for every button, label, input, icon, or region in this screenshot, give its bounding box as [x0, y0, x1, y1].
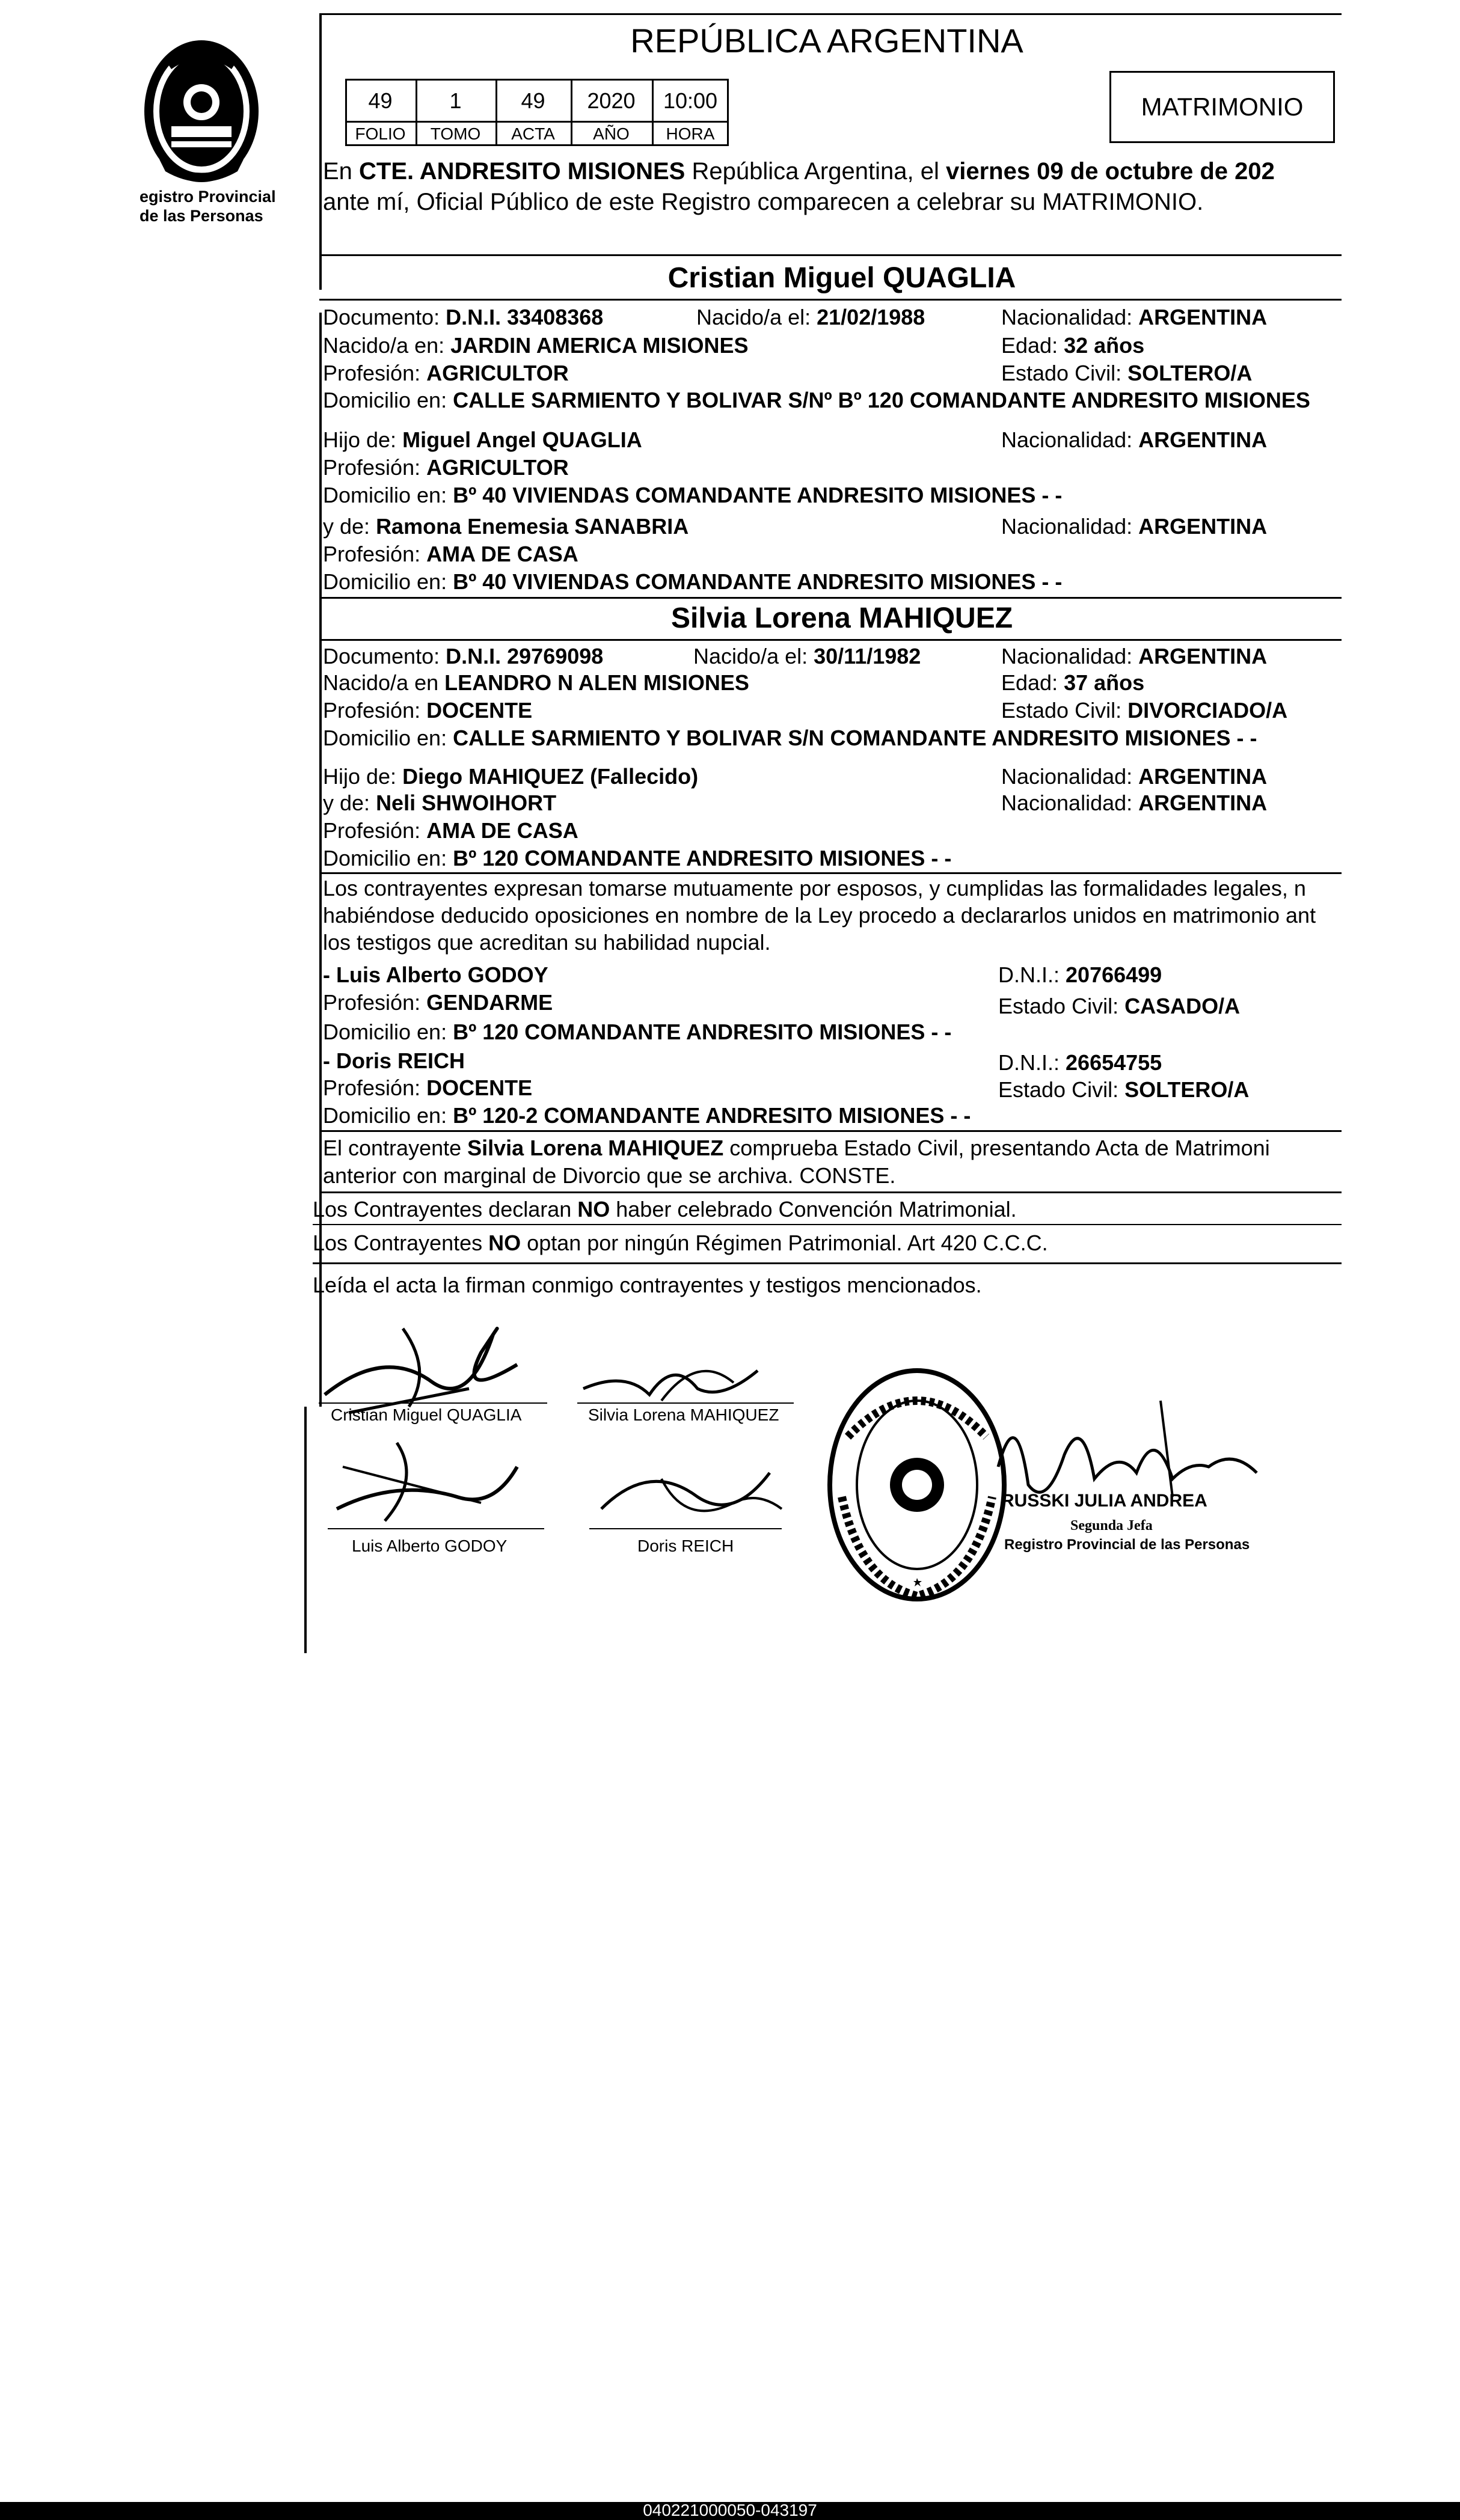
bride-profesion: Profesión: DOCENTE — [323, 698, 533, 723]
groom-mother-prof: Profesión: AMA DE CASA — [323, 542, 578, 566]
signature-witness2-icon — [589, 1443, 794, 1533]
groom-estado: Estado Civil: SOLTERO/A — [1001, 361, 1253, 385]
groom-edad: Edad: 32 años — [1001, 333, 1145, 358]
bride-domicilio: Domicilio en: CALLE SARMIENTO Y BOLIVAR S/N COMANDANTE ANDRESITO MISIONES - - — [323, 726, 1257, 750]
bride-mother: y de: Neli SHWOIHORT — [323, 791, 557, 815]
convention-line-1: Los Contrayentes declaran NO haber celebrado Convención Matrimonial. — [313, 1197, 1017, 1222]
witness-2-dom: Domicilio en: Bº 120-2 COMANDANTE ANDRESITO MISIONES - - — [323, 1103, 971, 1128]
groom-nacido-el: Nacido/a el: 21/02/1988 — [696, 305, 925, 329]
sig-name-groom: Cristian Miguel QUAGLIA — [331, 1405, 522, 1424]
label-folio: FOLIO — [355, 124, 406, 143]
record-hora: 10:00 — [663, 88, 718, 113]
groom-profesion: Profesión: AGRICULTOR — [323, 361, 569, 385]
page-title: REPÚBLICA ARGENTINA — [630, 22, 1023, 60]
declaration-divider — [319, 872, 1342, 874]
sig-line-witness2 — [589, 1528, 782, 1529]
provincial-seal-icon — [135, 36, 268, 186]
note-divider-top — [319, 1130, 1342, 1132]
bride-documento: Documento: D.N.I. 29769098 — [323, 644, 604, 668]
witness-2-dni: D.N.I.: 26654755 — [998, 1050, 1162, 1075]
frame-left-border — [319, 13, 322, 290]
record-anio: 2020 — [587, 88, 636, 113]
record-acta: 49 — [521, 88, 545, 113]
groom-father: Hijo de: Miguel Angel QUAGLIA — [323, 427, 642, 452]
sig-line-bride — [577, 1402, 794, 1404]
groom-father-dom: Domicilio en: Bº 40 VIVIENDAS COMANDANTE ANDRESITO MISIONES - - — [323, 483, 1063, 507]
witness-1-name: - Luis Alberto GODOY — [323, 962, 548, 987]
sig-name-witness1: Luis Alberto GODOY — [352, 1537, 508, 1555]
groom-father-nac: Nacionalidad: ARGENTINA — [1001, 427, 1268, 452]
logo-caption-2: de las Personas — [140, 207, 263, 225]
label-anio: AÑO — [593, 124, 630, 143]
bride-mother-dom: Domicilio en: Bº 120 COMANDANTE ANDRESITO MISIONES - - — [323, 846, 952, 870]
groom-nacionalidad: Nacionalidad: ARGENTINA — [1001, 305, 1268, 329]
record-table — [345, 79, 729, 146]
label-acta: ACTA — [511, 124, 555, 143]
bride-mother-prof: Profesión: AMA DE CASA — [323, 818, 578, 843]
sig-line-witness1 — [328, 1528, 544, 1529]
declaration-line-3: los testigos que acreditan su habilidad nupcial. — [323, 930, 771, 955]
groom-domicilio: Domicilio en: CALLE SARMIENTO Y BOLIVAR S/Nº Bº 120 COMANDANTE ANDRESITO MISIONES — [323, 388, 1310, 412]
logo — [135, 36, 268, 186]
official-dept: Registro Provincial de las Personas — [1004, 1537, 1250, 1553]
witness-1-estado: Estado Civil: CASADO/A — [998, 994, 1241, 1018]
note-divider-bottom — [319, 1191, 1342, 1193]
bride-mother-nac: Nacionalidad: ARGENTINA — [1001, 791, 1268, 815]
bride-nacido-el: Nacido/a el: 30/11/1982 — [693, 644, 921, 668]
witness-1-dom: Domicilio en: Bº 120 COMANDANTE ANDRESITO MISIONES - - — [323, 1020, 952, 1044]
signature-witness1-icon — [325, 1431, 529, 1527]
bride-name: Silvia Lorena MAHIQUEZ — [670, 602, 1013, 634]
bride-estado: Estado Civil: DIVORCIADO/A — [1001, 698, 1288, 723]
bride-father: Hijo de: Diego MAHIQUEZ (Fallecido) — [323, 764, 699, 789]
groom-father-prof: Profesión: AGRICULTOR — [323, 455, 569, 480]
bride-edad: Edad: 37 años — [1001, 670, 1145, 695]
official-title: Segunda Jefa — [1070, 1518, 1153, 1534]
declaration-line-2: habiéndose deducido oposiciones en nombre de la Ley procedo a declararlos unidos en matrimonio ant — [323, 903, 1316, 928]
groom-nacido-en: Nacido/a en: JARDIN AMERICA MISIONES — [323, 333, 749, 358]
bride-nacionalidad: Nacionalidad: ARGENTINA — [1001, 644, 1268, 668]
bride-divider-bottom — [319, 639, 1342, 641]
groom-documento: Documento: D.N.I. 33408368 — [323, 305, 604, 329]
official-name: RUSSKI JULIA ANDREA — [1001, 1491, 1207, 1511]
groom-mother-nac: Nacionalidad: ARGENTINA — [1001, 514, 1268, 539]
closing-divider — [313, 1262, 1342, 1264]
doc-type: MATRIMONIO — [1141, 93, 1304, 121]
groom-divider-top — [319, 254, 1342, 256]
note-line-2: anterior con marginal de Divorcio que se archiva. CONSTE. — [323, 1163, 896, 1188]
groom-mother: y de: Ramona Enemesia SANABRIA — [323, 514, 689, 539]
logo-caption-1: egistro Provincial — [140, 188, 276, 206]
witness-1-prof: Profesión: GENDARME — [323, 990, 553, 1015]
footer-code: 040221000050-043197 — [643, 2501, 817, 2519]
closing-text: Leída el acta la firman conmigo contrayentes y testigos mencionados. — [313, 1273, 982, 1297]
registry-stamp-icon — [824, 1365, 1010, 1605]
intro-line-2: ante mí, Oficial Público de este Registro comparecen a celebrar su MATRIMONIO. — [323, 189, 1204, 215]
intro-line-1: En CTE. ANDRESITO MISIONES República Argentina, el viernes 09 de octubre de 202 — [323, 158, 1275, 185]
sig-name-bride: Silvia Lorena MAHIQUEZ — [588, 1405, 779, 1424]
frame-left-border-3 — [304, 1407, 307, 1653]
groom-divider-bottom — [319, 299, 1342, 301]
bride-father-nac: Nacionalidad: ARGENTINA — [1001, 764, 1268, 789]
record-tomo: 1 — [449, 88, 462, 113]
bride-nacido-en: Nacido/a en LEANDRO N ALEN MISIONES — [323, 670, 749, 695]
groom-mother-dom: Domicilio en: Bº 40 VIVIENDAS COMANDANTE ANDRESITO MISIONES - - — [323, 569, 1063, 594]
note-line-1: El contrayente Silvia Lorena MAHIQUEZ comprueba Estado Civil, presentando Acta de Matrimoni — [323, 1136, 1270, 1160]
record-folio: 49 — [368, 88, 393, 113]
convention-divider — [313, 1224, 1342, 1225]
witness-1-dni: D.N.I.: 20766499 — [998, 962, 1162, 987]
witness-2-prof: Profesión: DOCENTE — [323, 1075, 533, 1100]
sig-line-groom — [319, 1402, 547, 1404]
bride-divider-top — [319, 597, 1342, 599]
declaration-line-1: Los contrayentes expresan tomarse mutuamente por esposos, y cumplidas las formalidades legales, n — [323, 876, 1306, 901]
witness-2-estado: Estado Civil: SOLTERO/A — [998, 1077, 1250, 1102]
label-hora: HORA — [666, 124, 715, 143]
frame-top-border — [319, 13, 1342, 15]
label-tomo: TOMO — [430, 124, 481, 143]
convention-line-2: Los Contrayentes NO optan por ningún Régimen Patrimonial. Art 420 C.C.C. — [313, 1231, 1048, 1255]
sig-name-witness2: Doris REICH — [637, 1537, 734, 1555]
witness-2-name: - Doris REICH — [323, 1048, 465, 1073]
groom-name: Cristian Miguel QUAGLIA — [667, 262, 1016, 294]
